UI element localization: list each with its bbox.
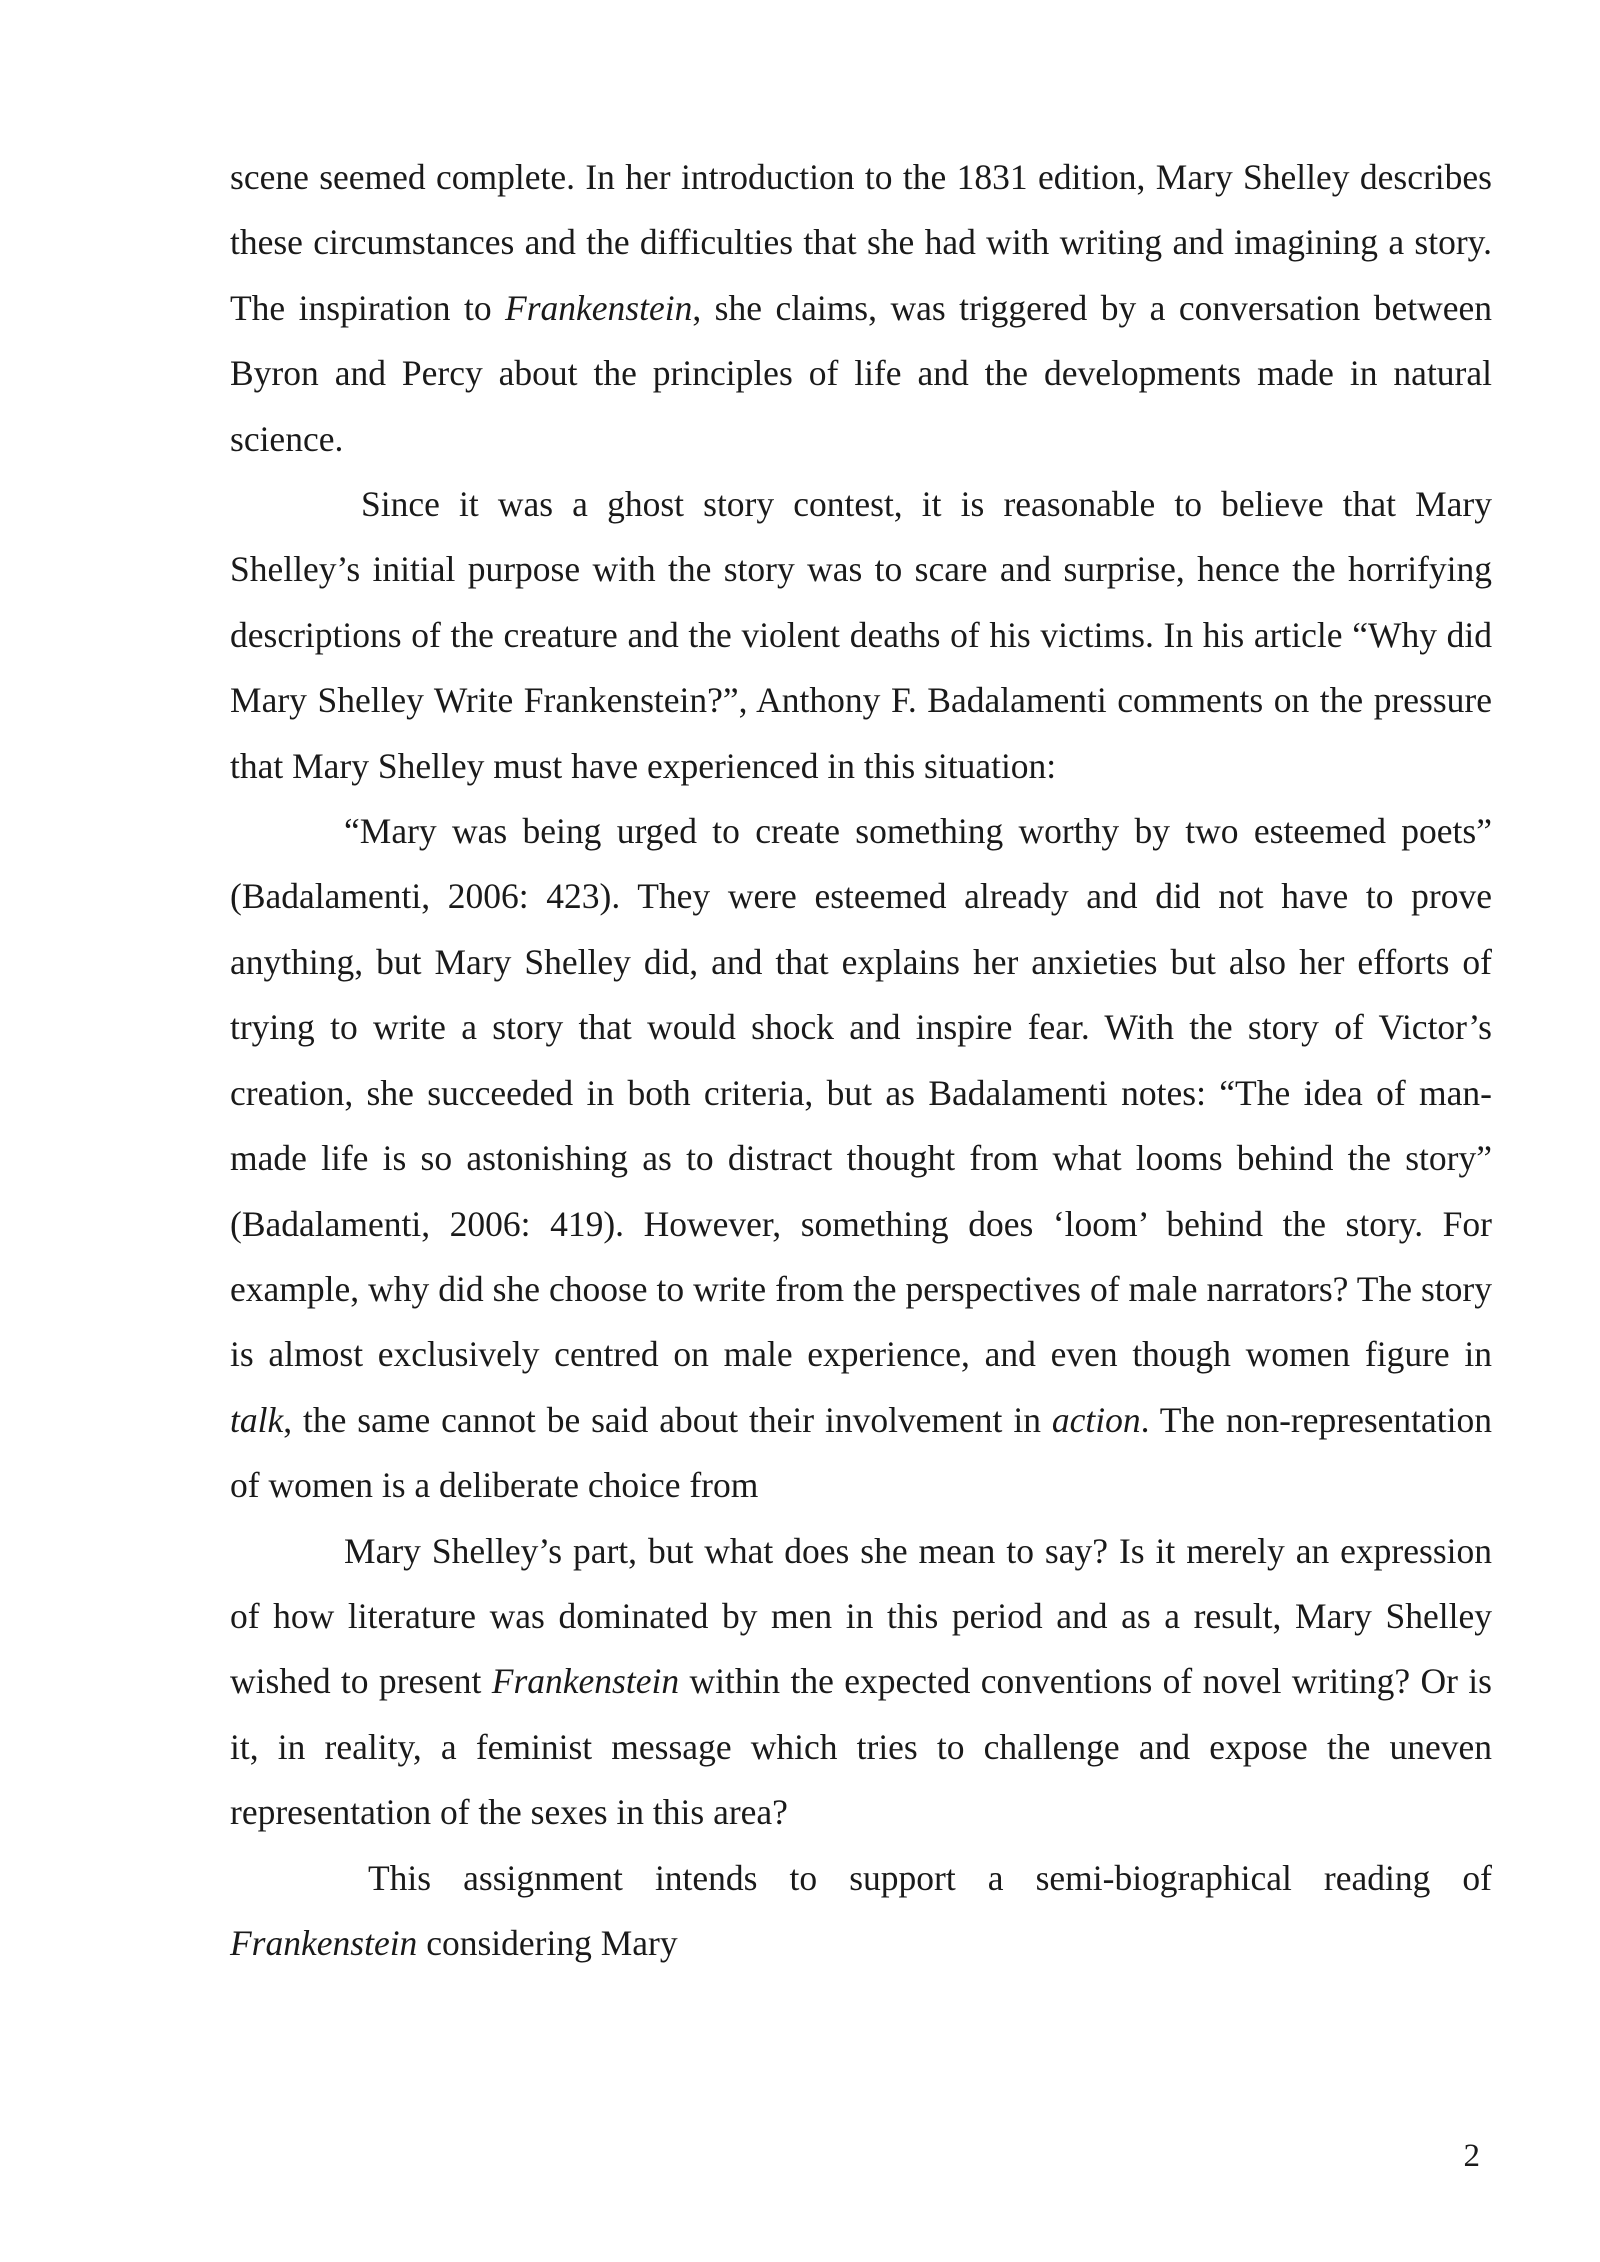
paragraph-3 [230,799,1492,1518]
text-segment: “Mary was being urged to create something worthy by two esteemed poets” (Badalamenti, 2006: 423). They were esteemed already and did not have to prove anything, but Mary Shelley did, and that explains her anxieties but also her efforts of trying to write a story that would shock and inspire fear. With the story of Victor’s creation, she succeeded in both criteria, but as Badalamenti notes: “The idea of man-made life is so astonishing as to distract thought from what looms behind the story” (Badalamenti, 2006: 419). However, something does ‘loom’ behind the story. For example, why did she choose to write from the perspectives of male narrators? The story is almost exclusively centred on male experience, and even though women figure in [230,811,1492,1375]
paragraph-2 [230,472,1492,799]
paragraph-1 [230,145,1492,472]
text-segment: Since it was a ghost story contest, it is reasonable to believe that Mary Shelley’s initial purpose with the story was to scare and surprise, hence the horrifying descriptions of the creature and the violent deaths of his victims. In his article “Why did Mary Shelley Write Frankenstein?”, Anthony F. Badalamenti comments on the pressure that Mary Shelley must have experienced in this situation: [230,484,1492,786]
text-segment: This assignment intends to support a semi-biographical reading of [368,1857,1492,1898]
text-segment: scene seemed complete. In her introduction to the 1831 edition, Mary Shelley describes these circumstances and the difficulties that she had with writing and imagining a story. The inspiration to [230,157,1492,328]
italic-word: talk [230,1399,284,1440]
italic-title: Frankenstein [505,287,693,328]
text-segment: , she claims, was triggered by a conversation between Byron and Percy about the principles of life and the developments made in natural science. [230,287,1492,459]
italic-title: Frankenstein [230,1922,418,1963]
text-segment: within the expected conventions of novel writing? Or is it, in reality, a feminist message which tries to challenge and expose the uneven representation of the sexes in this area? [230,1661,1492,1833]
italic-word: action [1051,1399,1141,1440]
text-segment: . The non-representation of women is a deliberate choice from [230,1399,1492,1506]
paragraph-5 [230,1846,1492,1977]
paragraph-4 [230,1519,1492,1846]
page-number: 2 [1463,2138,1480,2174]
body-text [230,145,1492,1976]
text-segment: Mary Shelley’s part, but what does she mean to say? Is it merely an expression of how literature was dominated by men in this period and as a result, Mary Shelley wished to present [230,1530,1492,1702]
text-segment: considering Mary [417,1922,678,1963]
text-segment: , the same cannot be said about their involvement in [283,1399,1052,1440]
italic-title: Frankenstein [491,1661,680,1702]
